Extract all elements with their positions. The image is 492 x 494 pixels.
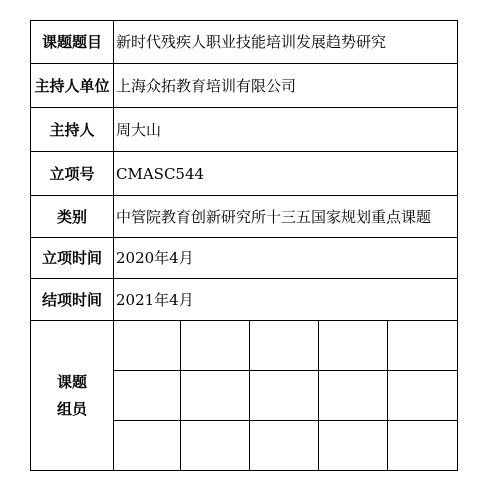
project-title-value: 新时代残疾人职业技能培训发展趋势研究 xyxy=(114,21,458,64)
member-cell[interactable] xyxy=(250,321,319,371)
approval-date-label: 立项时间 xyxy=(31,238,114,279)
member-cell[interactable] xyxy=(388,421,458,471)
category-value: 中管院教育创新研究所十三五国家规划重点课题 xyxy=(114,196,458,238)
member-cell[interactable] xyxy=(114,321,181,371)
host-organization-label: 主持人单位 xyxy=(31,64,114,108)
member-cell[interactable] xyxy=(114,421,181,471)
member-cell[interactable] xyxy=(388,371,458,421)
member-cell[interactable] xyxy=(181,321,250,371)
project-number-label: 立项号 xyxy=(31,152,114,196)
row-approval-date xyxy=(31,238,458,279)
category-label: 类别 xyxy=(31,196,114,238)
member-row xyxy=(31,321,458,371)
team-members-label-line2: 组员 xyxy=(56,399,87,418)
row-host xyxy=(31,108,458,152)
row-host-organization xyxy=(31,64,458,108)
member-cell[interactable] xyxy=(319,321,388,371)
member-cell[interactable] xyxy=(388,321,458,371)
team-members-label xyxy=(31,321,114,471)
member-cell[interactable] xyxy=(319,371,388,421)
member-cell[interactable] xyxy=(250,371,319,421)
row-category xyxy=(31,196,458,238)
member-cell[interactable] xyxy=(181,421,250,471)
host-organization-value: 上海众拓教育培训有限公司 xyxy=(114,64,458,108)
member-cell[interactable] xyxy=(114,371,181,421)
project-info-table xyxy=(30,20,458,471)
member-cell[interactable] xyxy=(181,371,250,421)
approval-date-value: 2020年4月 xyxy=(114,238,458,279)
member-cell[interactable] xyxy=(319,421,388,471)
completion-date-label: 结项时间 xyxy=(31,279,114,321)
row-project-title xyxy=(31,21,458,64)
row-completion-date xyxy=(31,279,458,321)
project-number-value: CMASC544 xyxy=(114,152,458,196)
row-project-number xyxy=(31,152,458,196)
completion-date-value: 2021年4月 xyxy=(114,279,458,321)
host-value: 周大山 xyxy=(114,108,458,152)
team-members-label-line1: 课题 xyxy=(56,372,87,391)
project-title-label: 课题题目 xyxy=(31,21,114,64)
host-label: 主持人 xyxy=(31,108,114,152)
member-cell[interactable] xyxy=(250,421,319,471)
